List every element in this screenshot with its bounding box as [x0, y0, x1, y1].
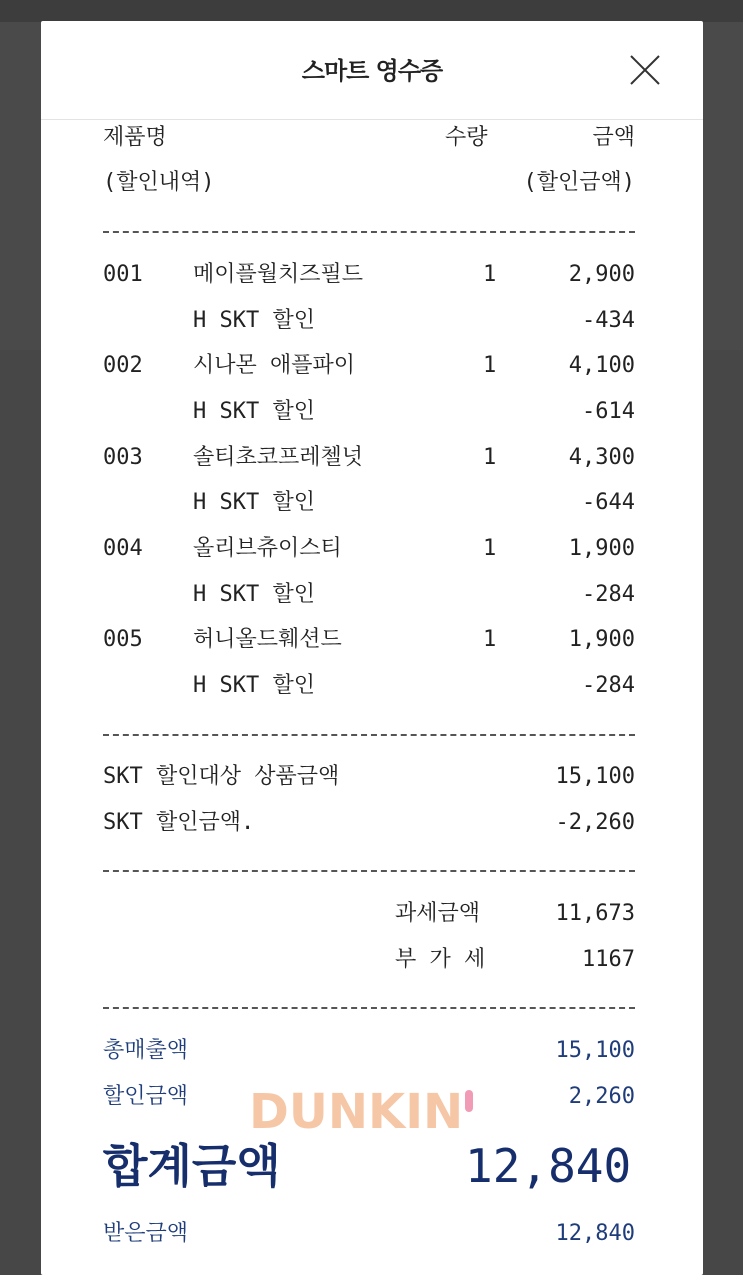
discount-total-value: 2,260: [568, 1084, 635, 1109]
item-no: 002: [103, 353, 143, 378]
logo-apostrophe-mark: [465, 1090, 473, 1112]
close-button[interactable]: [627, 52, 663, 88]
item-discount-label: H SKT 할인: [193, 399, 315, 424]
modal-title: 스마트 영수증: [301, 57, 443, 85]
backdrop-top: [0, 0, 743, 22]
skt-discount-label: SKT 할인금액.: [103, 810, 255, 835]
vat-value: 1167: [582, 947, 635, 972]
item-no: 005: [103, 627, 143, 652]
item-no: 004: [103, 536, 143, 561]
item-price: 4,300: [568, 445, 635, 470]
dunkin-logo-text: DUNKIN: [249, 1084, 464, 1140]
item-qty: 1: [483, 262, 497, 287]
divider: [103, 870, 635, 872]
item-discount: -434: [582, 308, 635, 333]
grand-total-value: 12,840: [465, 1139, 632, 1193]
item-discount-label: H SKT 할인: [193, 308, 315, 333]
header-discount-amount: (할인금액): [523, 170, 635, 195]
header-product-name: 제품명: [103, 125, 167, 150]
item-discount: -284: [582, 673, 635, 698]
divider: [103, 231, 635, 233]
item-discount: -644: [582, 490, 635, 515]
item-discount: -614: [582, 399, 635, 424]
skt-target-value: 15,100: [555, 764, 635, 789]
item-price: 2,900: [568, 262, 635, 287]
vat-label: 부 가 세: [395, 947, 486, 972]
item-discount-label: H SKT 할인: [193, 582, 315, 607]
item-price: 4,100: [568, 353, 635, 378]
header-discount-detail: (할인내역): [103, 170, 215, 195]
header-quantity: 수량: [445, 125, 488, 150]
item-qty: 1: [483, 536, 497, 561]
divider: [103, 1007, 635, 1009]
received-value: 12,840: [555, 1221, 635, 1246]
dunkin-logo: [249, 1084, 509, 1140]
divider: [103, 734, 635, 736]
item-name: 솔티초코프레첼넛: [193, 445, 364, 470]
item-discount: -284: [582, 582, 635, 607]
taxable-value: 11,673: [555, 901, 635, 926]
smart-receipt-modal: [41, 21, 703, 1275]
item-qty: 1: [483, 627, 497, 652]
item-qty: 1: [483, 445, 497, 470]
item-discount-label: H SKT 할인: [193, 490, 315, 515]
received-label: 받은금액: [103, 1221, 189, 1246]
item-no: 001: [103, 262, 143, 287]
skt-discount-value: -2,260: [555, 810, 635, 835]
item-no: 003: [103, 445, 143, 470]
item-qty: 1: [483, 353, 497, 378]
item-name: 시나몬 애플파이: [193, 353, 356, 378]
item-name: 허니올드훼션드: [193, 627, 342, 652]
taxable-label: 과세금액: [395, 901, 481, 926]
item-name: 올리브츄이스티: [193, 536, 342, 561]
item-price: 1,900: [568, 536, 635, 561]
gross-sales-value: 15,100: [555, 1038, 635, 1063]
item-price: 1,900: [568, 627, 635, 652]
modal-header: [41, 21, 703, 120]
grand-total-label: 합계금액: [103, 1139, 281, 1193]
item-discount-label: H SKT 할인: [193, 673, 315, 698]
gross-sales-label: 총매출액: [103, 1038, 189, 1063]
close-icon: [627, 52, 663, 88]
discount-total-label: 할인금액: [103, 1084, 189, 1109]
header-amount: 금액: [592, 125, 635, 150]
skt-target-label: SKT 할인대상 상품금액: [103, 764, 340, 789]
item-name: 메이플월치즈필드: [193, 262, 364, 287]
